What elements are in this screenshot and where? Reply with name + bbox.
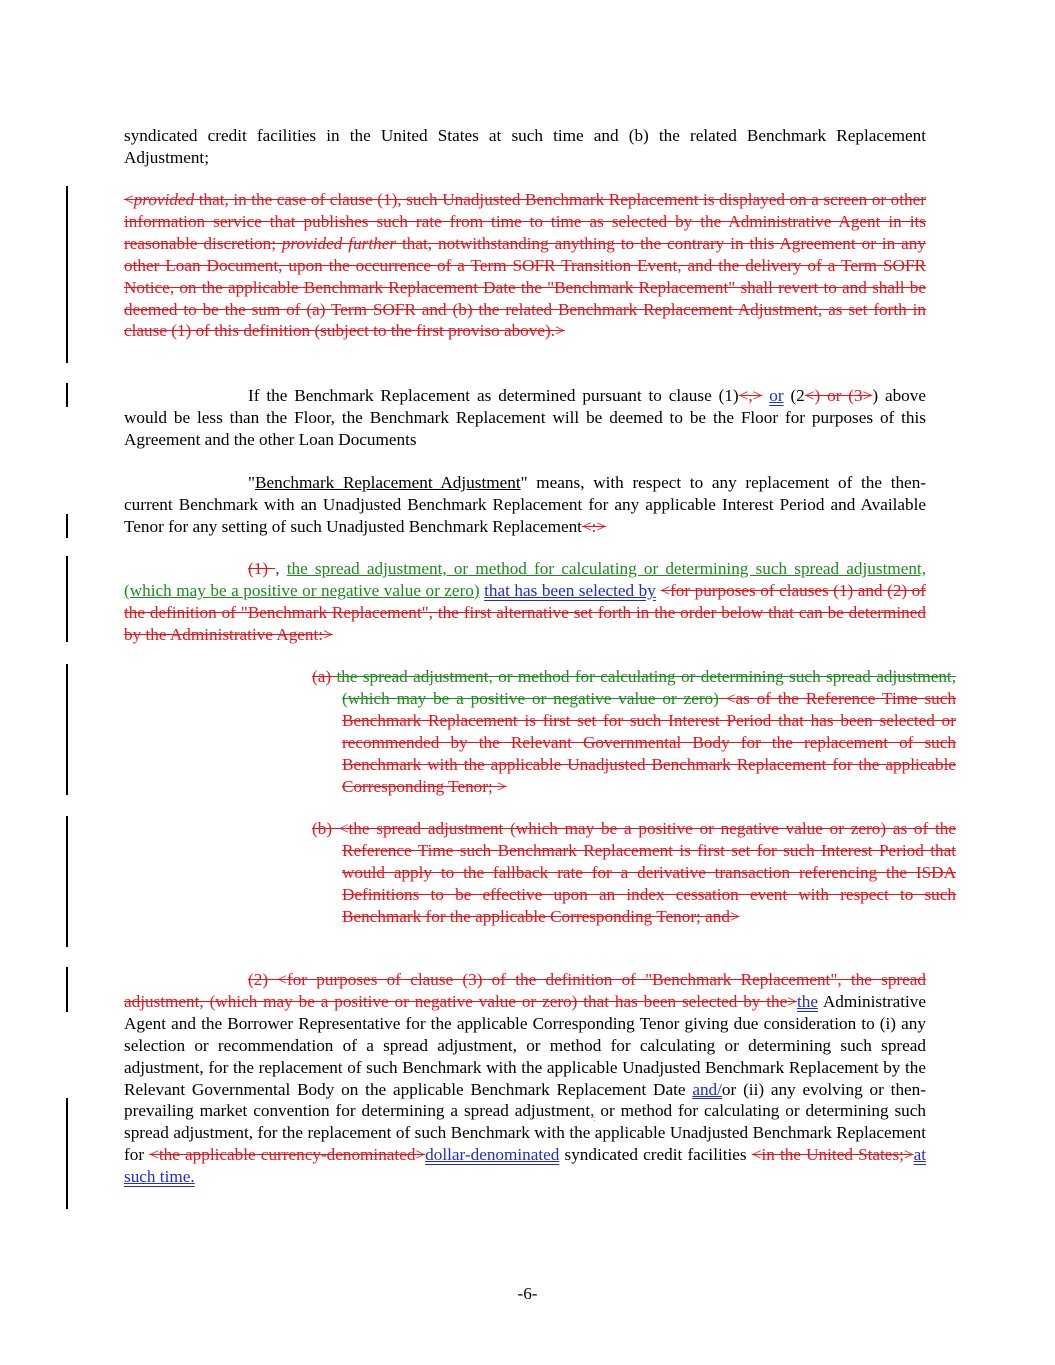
text: syndicated credit facilities in the United States at such time and (b) the related Benchmark Replacement Adjustment; [124,126,926,167]
deleted-text: <) or (3> [804,386,873,405]
page-number: -6- [517,1284,538,1303]
text: ) above would be less than the Floor, the Benchmark Replacement will be deemed to be the Floor for purposes of this Agreement and the other Loan Documents [124,386,926,449]
text [280,559,287,578]
deleted-text: <for purposes of clauses (1) and (2) of the definition of "Benchmark Replacement", the first alternative set forth in the order below that can be determined by the Administrative Agent:> [124,580,926,644]
deleted-text: (1) [248,559,276,578]
deleted-text: (2) <for purposes of clause (3) of the definition of "Benchmark Replacement", the spread adjustment, (which may be a positive or negative value or zero) that has been selected by the> [124,970,926,1011]
inserted-text: , [590,1101,595,1121]
deleted-text-italic: provided further [281,233,397,253]
deleted-text: that, notwithstanding anything to the contrary in this Agreement or in any other Loan Document, upon the occurrence of a Term SOFR Transition Event, and the delivery of a Term SOFR Notice, on the applicable Benchmark Replacement Date the "Benchmark Replacement" shall revert to and shall be deemed to be the sum of (a) Term SOFR and (b) the related Benchmark Replacement Adjustment, as set forth in clause (1) of this definition (subject to the first proviso above).> [124,233,926,341]
text: If the Benchmark Replacement as determined pursuant to clause (1) [248,386,739,405]
inserted-text: the [796,991,818,1011]
moved-from-text: the spread adjustment, or method for calculating or determining such spread adjustment, (which may be a positive or negative value or zero) [336,667,956,708]
deleted-text: <in the United States;> [751,1145,914,1165]
deleted-text: (a) [312,667,337,686]
deleted-text: <as of the Reference Time such Benchmark Replacement is first set for such Interest Period that has been selected or recommended by the Relevant Governmental Body for the replacement of such Benchmark with the applicable Unadjusted Benchmark Replacement for the applicable Corresponding Tenor; > [342,688,957,796]
change-bar [66,967,68,1012]
deleted-text: <,> [738,386,763,405]
paragraph-proviso [124,189,926,342]
inserted-text: and/ [692,1079,722,1099]
change-bar [66,383,68,407]
subclause-b [312,818,956,928]
paragraph-floor [124,385,926,451]
change-bar [66,816,68,947]
text: syndicated credit facilities [559,1145,752,1165]
paragraph-clause-2 [124,969,926,1188]
deleted-text-italic: provided [133,190,195,209]
deleted-text: that, in the case of clause (1), such Unadjusted Benchmark Replacement is displayed on a screen or other information service that publishes such rate from time to time as selected by the Administrative Agent in its reasonable discretion; [124,190,926,253]
text: " means, with respect to any replacement of the then-current Benchmark with an Unadjusted Benchmark Replacement for any applicable Interest Period and Available Tenor for any setting of such Unadjusted Benchmark Replacement [124,473,927,536]
text: (2 [783,386,805,405]
change-bar [66,514,68,538]
text: or (ii) any evolving or then-prevailing market convention for determining a spread adjustment [124,1079,926,1121]
inserted-text: or [769,386,784,405]
deleted-text: < [124,190,134,209]
inserted-text: , [275,559,280,578]
text: " [248,473,256,492]
change-bar [66,556,68,642]
paragraph-definition [124,472,926,538]
inserted-text: that has been selected by [484,580,656,600]
defined-term: Benchmark Replacement Adjustment [255,473,521,492]
paragraph-continuation [124,125,926,169]
deleted-text: <the applicable currency-denominated> [149,1145,426,1165]
change-bar [66,186,68,363]
text: Administrative Agent and the Borrower Representative for the applicable Corresponding Tenor giving due consideration to (i) any selection or recommendation of a spread adjustment, or method for calculating or determining such spread adjustment, for the replacement of such Benchmark with the applicable Unadjusted Benchmark Replacement by the Relevant Governmental Body on the applicable Benchmark Replacement Date [124,991,926,1099]
text: or method for calculating or determining such spread adjustment, for the replacement of such Benchmark with the applicable Unadjusted Benchmark Replacement for [124,1101,926,1165]
inserted-text: dollar-denominated [425,1145,560,1165]
inserted-text: at such time. [124,1145,926,1187]
deleted-text: (b) <the spread adjustment (which may be a positive or negative value or zero) as of the Reference Time such Benchmark Replacement is first set for such Interest Period that would apply to the fallback rate for a derivative transaction referencing the ISDA Definitions to be effective upon an index cessation event with respect to such Benchmark for the applicable Corresponding Tenor; and> [312,819,956,926]
moved-text: the spread adjustment, or method for calculating or determining such spread adjustment, (which may be a positive or negative value or zero) [124,559,927,600]
change-bar [66,1098,68,1209]
change-bar [66,664,68,795]
subclause-a [312,666,956,797]
paragraph-clause-1 [124,558,926,646]
deleted-text: <:> [581,516,607,536]
